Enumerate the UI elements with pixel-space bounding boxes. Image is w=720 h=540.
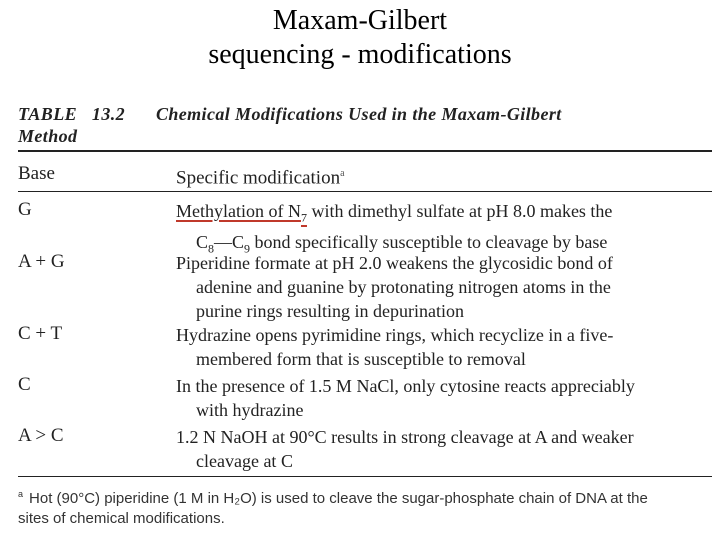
footnote-marker: a [340,168,345,179]
table-top-rule [18,150,712,152]
column-header-modification [176,162,345,190]
row-base-a-plus-g: A + G [18,251,65,272]
column-header-modification-text: Specific modification [176,167,341,189]
text-line: membered form that is susceptible to removal [196,349,526,369]
text-line: Piperidine formate at pH 2.0 weakens the glycosidic bond of [176,253,613,273]
table-heading [18,103,712,147]
text-line: adenine and guanine by protonating nitrogen atoms in the [196,277,611,297]
row-base-g: G [18,199,32,220]
table-number: 13.2 [91,104,126,124]
slide-title-line1: Maxam-Gilbert [272,5,448,36]
table-caption: Chemical Modifications Used in the Maxam-Gilbert [155,104,562,124]
row-base-a-gt-c: A > C [18,425,64,446]
header-rule [18,191,712,192]
footnote-mark: a [18,489,24,499]
text-line: cleavage at C [196,451,293,471]
table-bottom-rule [18,476,712,477]
text-line: Hydrazine opens pyrimidine rings, which recyclize in a five- [176,325,614,345]
slide-title-line2: sequencing - modifications [208,39,512,70]
text-line: with hydrazine [196,400,304,420]
footnote-line2: sites of chemical modifications. [18,510,225,527]
row-modification-a-plus-g [176,251,712,323]
row-modification-c [176,374,712,422]
row-modification-a-gt-c [176,425,712,473]
row-base-c-plus-t: C + T [18,323,63,344]
text-segment: with dimethyl sulfate at pH 8.0 makes the [306,201,613,221]
text-segment: bond specifically susceptible to cleavage by base [250,231,608,252]
subscript: 7 [300,210,307,225]
subscript: 8 [208,241,215,256]
slide-title [0,4,720,72]
text-segment: Methylation of N [176,201,301,221]
column-header-base: Base [18,163,55,184]
row-modification-c-plus-t [176,323,712,371]
table-caption-cont: Method [18,126,78,146]
text-segment: C [196,231,209,252]
table-label: TABLE [18,104,78,124]
text-segment: —C [214,231,245,252]
text-line: 1.2 N NaOH at 90°C results in strong cleavage at A and weaker [176,427,634,447]
subscript: 9 [244,241,251,256]
text-line: In the presence of 1.5 M NaCl, only cytosine reacts appreciably [176,376,635,396]
text-line: purine rings resulting in depurination [196,301,464,321]
row-base-c: C [18,374,31,395]
table-footnote [18,484,712,529]
footnote-line1: Hot (90°C) piperidine (1 M in H₂O) is used to cleave the sugar-phosphate chain of DNA at the [29,490,648,507]
